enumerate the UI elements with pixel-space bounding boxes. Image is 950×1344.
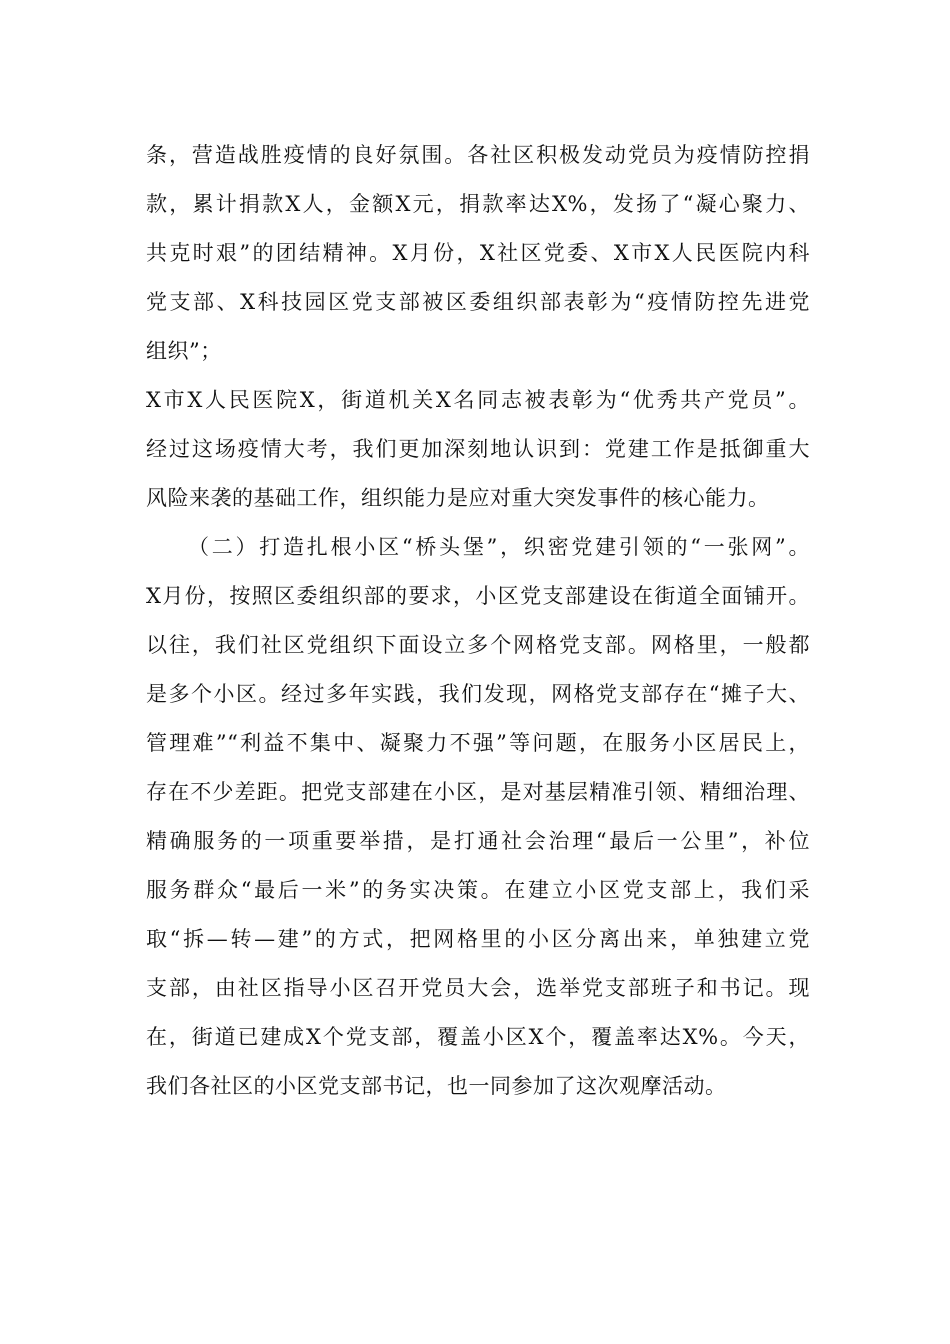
text-line: 存在不少差距。把党支部建在小区，是对基层精准引领、精细治理、 <box>146 780 810 804</box>
text-line: 组织”； <box>146 339 222 363</box>
document-body <box>146 131 810 1111</box>
text-line: 经过这场疫情大考，我们更加深刻地认识到：党建工作是抵御重大 <box>146 437 810 461</box>
text-line: （二）打造扎根小区“桥头堡”，织密党建引领的“一张网”。 <box>188 535 810 559</box>
text-line: 管理难”“利益不集中、凝聚力不强”等问题，在服务小区居民上， <box>146 731 810 755</box>
text-line: 款，累计捐款X人，金额X元，捐款率达X%，发扬了“凝心聚力、 <box>146 192 810 216</box>
text-line: 风险来袭的基础工作，组织能力是应对重大突发事件的核心能力。 <box>146 486 770 510</box>
text-line: 党支部、X科技园区党支部被区委组织部表彰为“疫情防控先进党 <box>146 290 810 314</box>
text-line: 是多个小区。经过多年实践，我们发现，网格党支部存在“摊子大、 <box>146 682 810 706</box>
text-line: 条，营造战胜疫情的良好氛围。各社区积极发动党员为疫情防控捐 <box>146 143 810 167</box>
text-line: 支部，由社区指导小区召开党员大会，选举党支部班子和书记。现 <box>146 976 810 1000</box>
text-line: 以往，我们社区党组织下面设立多个网格党支部。网格里，一般都 <box>146 633 810 657</box>
text-line: 我们各社区的小区党支部书记，也一同参加了这次观摩活动。 <box>146 1074 727 1098</box>
text-line: 在，街道已建成X个党支部，覆盖小区X个，覆盖率达X%。今天， <box>146 1025 810 1049</box>
text-line: X月份，按照区委组织部的要求，小区党支部建设在街道全面铺开。 <box>146 584 810 608</box>
text-line: 取“拆—转—建”的方式，把网格里的小区分离出来，单独建立党 <box>146 927 810 951</box>
text-line: 服务群众“最后一米”的务实决策。在建立小区党支部上，我们采 <box>146 878 810 902</box>
text-line: 精确服务的一项重要举措，是打通社会治理“最后一公里”，补位 <box>146 829 810 853</box>
text-line: 共克时艰”的团结精神。X月份，X社区党委、X市X人民医院内科 <box>146 241 810 265</box>
text-line: X市X人民医院X，街道机关X名同志被表彰为“优秀共产党员”。 <box>146 388 810 412</box>
